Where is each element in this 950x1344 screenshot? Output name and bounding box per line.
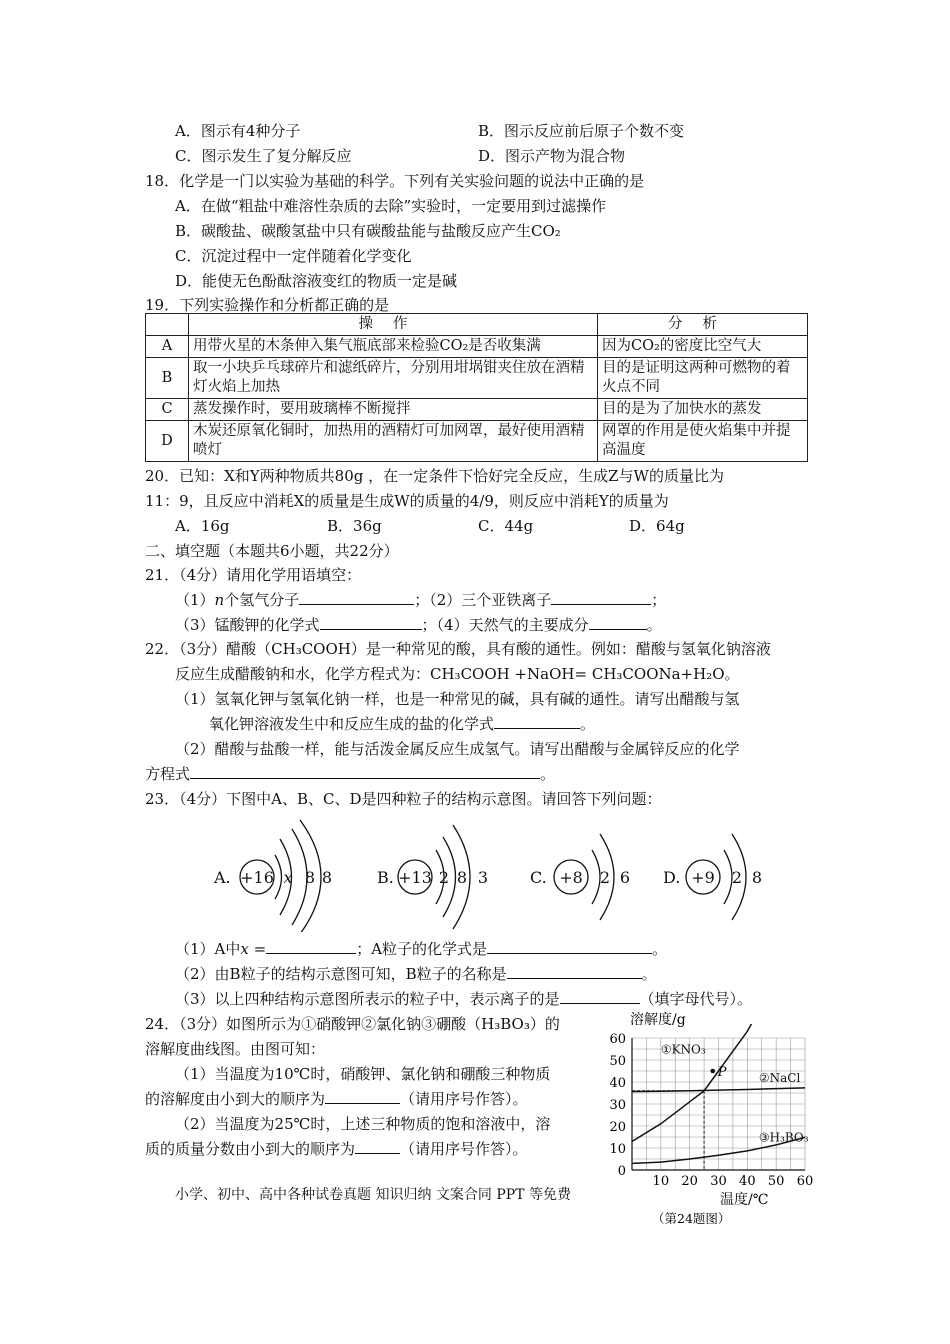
q19-row-key: C — [146, 399, 189, 421]
atom-c-label: C. — [530, 868, 547, 887]
atom-a-label: A. — [214, 868, 231, 887]
q24-answer-2[interactable] — [355, 1139, 400, 1154]
q21-period: 。 — [646, 616, 662, 634]
q23-line2 — [175, 963, 657, 984]
q24-line6-tail: （请用序号作答）。 — [400, 1140, 528, 1158]
q21-p2-text: ；（2）三个亚铁离子 — [414, 591, 552, 609]
q17-option-d: D．图示产物为混合物 — [478, 147, 626, 165]
q19-table — [145, 313, 808, 462]
q19-row-analysis: 网罩的作用是使火焰集中并提高温度 — [598, 421, 808, 462]
q18-option-a: A．在做“粗盐中难溶性杂质的去除”实验时，一定要用到过滤操作 — [175, 197, 607, 215]
atom-a-nucleus: +16 — [240, 868, 274, 887]
chart-ticks — [609, 1032, 813, 1189]
chart-xlabel: 温度/℃ — [720, 1192, 769, 1208]
q22-period: 。 — [580, 715, 596, 733]
q21-line2 — [175, 614, 662, 635]
q19-row-analysis: 目的是为了加快水的蒸发 — [598, 399, 808, 421]
q24-line6-text: 质的质量分数由小到大的顺序为 — [145, 1140, 356, 1158]
point-p-label: P — [717, 1065, 727, 1080]
atom-c-shell-2: 6 — [619, 868, 631, 887]
x-tick-label: 50 — [767, 1174, 785, 1189]
q23-period: 。 — [641, 965, 657, 983]
q23-p2-text: （2）由B粒子的结构示意图可知，B粒子的名称是 — [175, 965, 507, 983]
q24-line3: （1）当温度为10℃时，硝酸钾、氯化钠和硼酸三种物质 — [175, 1065, 551, 1083]
y-tick-label: 40 — [609, 1076, 626, 1091]
chart-caption: （第24题图） — [652, 1211, 731, 1226]
q23-period: 。 — [652, 940, 668, 958]
q24-line1: 24．（3分）如图所示为①硝酸钾②氯化钠③硼酸（H₃BO₃）的 — [145, 1015, 560, 1033]
q21-answer-2[interactable] — [551, 590, 651, 605]
chart-ylabel: 溶解度/g — [630, 1012, 686, 1028]
q23-p1-c: ；A粒子的化学式是 — [356, 940, 488, 958]
atom-c-shell-1: 2 — [599, 868, 611, 887]
q21-answer-3[interactable] — [320, 615, 422, 630]
atom-d-shell — [724, 850, 732, 904]
q21-p4-text: ；（4）天然气的主要成分 — [421, 616, 589, 634]
q23-line3 — [175, 988, 752, 1009]
q19-row-operation: 用带火星的木条伸入集气瓶底部来检验CO₂是否收集满 — [189, 336, 598, 358]
q24-line5: （2）当温度为25℃时，上述三种物质的饱和溶液中，溶 — [175, 1115, 551, 1133]
q23-answer-4[interactable] — [560, 989, 640, 1004]
q19-row-b — [146, 358, 808, 399]
q19-row-key: B — [146, 358, 189, 399]
q21-answer-1[interactable] — [299, 590, 414, 605]
chart-series-labels — [661, 1042, 809, 1144]
solubility-chart — [600, 1010, 822, 1228]
q23-answer-1[interactable] — [266, 939, 356, 954]
q20-option-c: C．44g — [478, 517, 534, 535]
q22-line5: （2）醋酸与盐酸一样，能与活泼金属反应生成氢气。请写出醋酸与金属锌反应的化学 — [175, 740, 740, 758]
q22-line6-text: 方程式 — [145, 765, 191, 783]
atom-b-label: B. — [377, 868, 394, 887]
series-label-3: ③H₃BO₃ — [758, 1130, 809, 1145]
q19-row-operation: 取一小块乒乓球碎片和滤纸碎片，分别用坩埚钳夹住放在酒精灯火焰上加热 — [189, 358, 598, 399]
q23-line1 — [175, 938, 667, 959]
q19-header-operation: 操作 — [189, 314, 598, 336]
q20-option-a: A．16g — [175, 517, 230, 535]
q24-answer-1[interactable] — [325, 1089, 400, 1104]
q18-option-d: D．能使无色酚酞溶液变红的物质一定是碱 — [175, 272, 458, 290]
q18-option-c: C．沉淀过程中一定伴随着化学变化 — [175, 247, 412, 265]
y-tick-label: 20 — [609, 1120, 626, 1135]
series-label-1: ①KNO₃ — [660, 1042, 706, 1057]
q24-line4 — [145, 1088, 528, 1109]
q22-line3: （1）氢氧化钾与氢氧化钠一样，也是一种常见的碱，具有碱的通性。请写出醋酸与氢 — [175, 690, 740, 708]
q19-row-key: A — [146, 336, 189, 358]
x-tick-label: 30 — [710, 1174, 727, 1189]
q19-row-d — [146, 421, 808, 462]
atom-d-label: D. — [663, 868, 681, 887]
atom-c-nucleus: +8 — [559, 868, 583, 887]
q19-row-operation: 木炭还原氧化铜时，加热用的酒精灯可加网罩，最好使用酒精喷灯 — [189, 421, 598, 462]
q22-answer-1[interactable] — [494, 714, 580, 729]
q24-line4-text: 的溶解度由小到大的顺序为 — [145, 1090, 326, 1108]
q19-header-row — [146, 314, 808, 336]
q22-line2: 反应生成醋酸钠和水，化学方程式为：CH₃COOH +NaOH= CH₃COONa+H₂O。 — [175, 665, 740, 683]
q21-p3-text: （3）锰酸钾的化学式 — [175, 616, 320, 634]
x-tick-label: 10 — [652, 1174, 670, 1189]
q19-row-operation: 蒸发操作时，要用玻璃棒不断搅拌 — [189, 399, 598, 421]
q20-option-b: B．36g — [327, 517, 382, 535]
y-tick-label: 10 — [609, 1142, 626, 1157]
q22-line4-text: 氧化钾溶液发生中和反应生成的盐的化学式 — [209, 715, 495, 733]
atom-a-shell-4: 8 — [321, 868, 333, 887]
q21-semicolon: ； — [651, 591, 667, 609]
q21-answer-4[interactable] — [589, 615, 647, 630]
atomic-structure-diagrams — [200, 812, 800, 932]
q22-line1: 22．（3分）醋酸（CH₃COOH）是一种常见的酸，具有酸的通性。例如：醋酸与氢氧化钠溶液 — [145, 640, 771, 658]
y-tick-label: 0 — [617, 1164, 626, 1179]
q24-line6 — [145, 1138, 528, 1159]
q24-line2: 溶解度曲线图。由图可知： — [145, 1040, 326, 1058]
series-line-1 — [632, 1010, 762, 1141]
atom-b-shell-3: 3 — [477, 868, 489, 887]
atom-c-shell — [592, 850, 600, 904]
q23-p1-var: x — [240, 940, 249, 958]
q23-p1-b: = — [248, 940, 267, 958]
q17-option-a: A．图示有4种分子 — [175, 122, 301, 140]
atom-a-shell-3: 8 — [304, 868, 316, 887]
q18-option-b: B．碳酸盐、碳酸氢盐中只有碳酸盐能与盐酸反应产生CO₂ — [175, 222, 561, 240]
point-p — [710, 1069, 715, 1074]
q19-row-c — [146, 399, 808, 421]
atom-d-shell-1: 2 — [731, 868, 743, 887]
q21-p1-text: 个氢气分子 — [224, 591, 300, 609]
q17-option-b: B．图示反应前后原子个数不变 — [478, 122, 685, 140]
q24-line4-tail: （请用序号作答）。 — [400, 1090, 528, 1108]
q17-option-c: C．图示发生了复分解反应 — [175, 147, 352, 165]
series-label-2: ②NaCl — [758, 1071, 801, 1085]
q19-row-a — [146, 336, 808, 358]
atom-b-nucleus: +13 — [398, 868, 432, 887]
q19-header-analysis: 分析 — [598, 314, 808, 336]
q23-p3-tail: （填字母代号）。 — [639, 990, 753, 1008]
q22-period: 。 — [540, 765, 556, 783]
x-tick-label: 60 — [796, 1174, 814, 1189]
atom-d-nucleus: +9 — [691, 868, 715, 887]
q19-row-key: D — [146, 421, 189, 462]
footer-text: 小学、初中、高中各种试卷真题 知识归纳 文案合同 PPT 等免费 — [175, 1187, 571, 1203]
q22-line4 — [209, 713, 595, 734]
q22-answer-2[interactable] — [190, 764, 540, 779]
q20-option-d: D．64g — [629, 517, 685, 535]
atom-b-shell-2: 8 — [456, 868, 468, 887]
q23-p3-text: （3）以上四种结构示意图所表示的粒子中，表示离子的是 — [175, 990, 560, 1008]
q21-line1 — [175, 589, 666, 610]
q23-answer-3[interactable] — [507, 964, 642, 979]
q21-p1-var: n — [214, 591, 225, 609]
y-tick-label: 30 — [609, 1098, 626, 1113]
q23-p1-a: （1）A中 — [175, 940, 241, 958]
q19-row-analysis: 目的是证明这两种可燃物的着火点不同 — [598, 358, 808, 399]
q19-row-analysis: 因为CO₂的密度比空气大 — [598, 336, 808, 358]
y-tick-label: 60 — [609, 1032, 626, 1047]
atom-a-shell — [275, 855, 282, 899]
q23-stem: 23．（4分）下图中A、B、C、D是四种粒子的结构示意图。请回答下列问题： — [145, 790, 662, 808]
q19-header-key — [146, 314, 189, 336]
x-tick-label: 40 — [739, 1174, 756, 1189]
atom-b-shell-1: 2 — [438, 868, 450, 887]
x-tick-label: 20 — [681, 1174, 698, 1189]
q20-line2: 11：9，且反应中消耗X的质量是生成W的质量的4/9，则反应中消耗Y的质量为 — [145, 492, 669, 510]
chart-grid — [632, 1038, 805, 1170]
q23-answer-2[interactable] — [487, 939, 652, 954]
atom-a-shell-x: x — [283, 868, 293, 887]
atom-d-shell-2: 8 — [751, 868, 763, 887]
section-heading: 二、填空题（本题共6小题，共22分） — [145, 542, 399, 560]
q21-stem: 21．（4分）请用化学用语填空： — [145, 566, 362, 584]
q18-stem: 18．化学是一门以实验为基础的科学。下列有关实验问题的说法中正确的是 — [145, 172, 645, 190]
q20-line1: 20．已知：X和Y两种物质共80g ，在一定条件下恰好完全反应，生成Z与W的质量比为 — [145, 467, 724, 485]
q19-stem: 19．下列实验操作和分析都正确的是 — [145, 296, 390, 314]
q21-p1-prefix: （1） — [175, 591, 215, 609]
q22-line6 — [145, 763, 555, 784]
y-tick-label: 50 — [609, 1054, 626, 1069]
